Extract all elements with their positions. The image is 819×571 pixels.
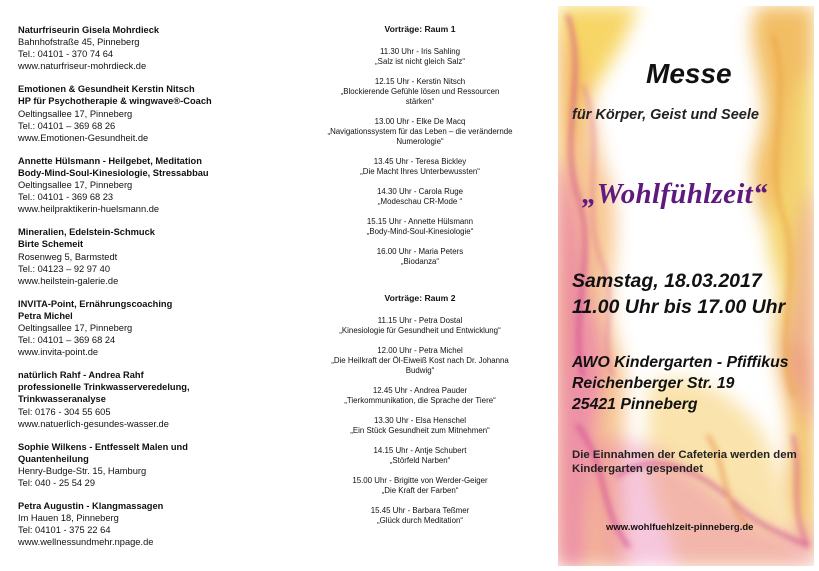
lecture-entry: [300, 416, 540, 436]
exhibitor-info: Tel: 04101 - 375 22 64: [18, 525, 111, 536]
venue-line: AWO Kindergarten - Pfiffikus: [572, 354, 789, 371]
exhibitor-info: Tel: 040 - 25 54 29: [18, 478, 96, 488]
lecture-time-speaker: 15.45 Uhr - Barbara Teßmer: [370, 506, 470, 515]
lecture-time-speaker: 13.30 Uhr - Elsa Henschel: [373, 416, 467, 425]
exhibitor-name: Body-Mind-Soul-Kinesiologie, Stressabbau: [18, 167, 209, 178]
lecture-entry: [300, 247, 540, 267]
raum1-title: Vorträge: Raum 1: [384, 24, 456, 34]
lecture-topic: „Salz ist nicht gleich Salz“: [375, 57, 465, 66]
lecture-time-speaker: 11.30 Uhr - Iris Sahling: [379, 47, 461, 56]
exhibitor-name: Annette Hülsmann - Heilgebet, Meditation: [18, 155, 202, 166]
event-time: 11.00 Uhr bis 17.00 Uhr: [572, 296, 786, 318]
lecture-topic: „Kinesiologie für Gesundheit und Entwicklung“: [339, 326, 501, 335]
website-link[interactable]: www.wohlfuehlzeit-pinneberg.de: [606, 522, 754, 533]
lecture-entry: [300, 47, 540, 67]
lecture-entry: [300, 77, 540, 107]
lecture-entry: [300, 217, 540, 237]
lecture-topic: „Ein Stück Gesundheit zum Mitnehmen“: [350, 426, 490, 435]
exhibitor-name: Sophie Wilkens - Entfesselt Malen und: [18, 441, 188, 452]
lecture-entry: [300, 117, 540, 147]
exhibitor-info: Bahnhofstraße 45, Pinneberg: [18, 37, 140, 48]
exhibitor-info: Tel.: 04101 - 369 68 23: [18, 192, 114, 203]
exhibitor-name: HP für Psychotherapie & wingwave®-Coach: [18, 96, 212, 107]
lecture-time-speaker: 16.00 Uhr - Maria Peters: [376, 247, 464, 256]
cover-panel: [558, 6, 814, 566]
exhibitor-entry: [18, 298, 278, 358]
lecture-topic: „Die Kraft der Farben“: [381, 486, 459, 495]
exhibitor-name: Mineralien, Edelstein-Schmuck: [18, 227, 155, 238]
lecture-topic: Budwig“: [405, 366, 435, 375]
exhibitor-info: Henry-Budge-Str. 15, Hamburg: [18, 465, 147, 476]
lecture-time-speaker: 12.00 Uhr - Petra Michel: [377, 346, 463, 355]
lecture-topic: „Die Macht Ihres Unterbewussten“: [360, 167, 480, 176]
lecture-time-speaker: 12.45 Uhr - Andrea Pauder: [372, 386, 468, 395]
exhibitor-entry: [18, 441, 278, 489]
lecture-entry: [300, 346, 540, 376]
lecture-time-speaker: 15.00 Uhr - Brigitte von Werder-Geiger: [352, 476, 488, 485]
lecture-time-speaker: 11.15 Uhr - Petra Dostal: [377, 316, 463, 325]
exhibitor-entry: [18, 369, 278, 429]
exhibitor-info: Oeltingsallee 17, Pinneberg: [18, 322, 133, 333]
exhibitor-list: [18, 24, 278, 559]
exhibitor-info: Im Hauen 18, Pinneberg: [18, 513, 119, 524]
lecture-topic: „Navigationssystem für das Leben – die verändernde: [327, 127, 513, 136]
lecture-topic: „Blockierende Gefühle lösen und Ressourcen: [340, 87, 500, 96]
exhibitor-info: www.naturfriseur-mohrdieck.de: [18, 61, 147, 72]
raum2-title: Vorträge: Raum 2: [384, 293, 456, 303]
lecture-entry: [300, 446, 540, 466]
exhibitor-info: Tel.: 04101 – 369 68 24: [18, 335, 116, 346]
exhibitor-name: professionelle Trinkwasserveredelung,: [18, 382, 190, 393]
lecture-time-speaker: 12.15 Uhr - Kerstin Nitsch: [374, 77, 466, 86]
lecture-time-speaker: 14.30 Uhr - Carola Ruge: [377, 187, 463, 196]
exhibitor-info: Rosenweg 5, Barmstedt: [18, 251, 118, 262]
exhibitor-info: Tel.: 04101 - 370 74 64: [18, 49, 114, 60]
lecture-topic: Numerologie“: [396, 137, 444, 146]
venue-line: 25421 Pinneberg: [572, 396, 698, 413]
exhibitor-info: www.Emotionen-Gesundheit.de: [18, 132, 149, 143]
lecture-time-speaker: 15.15 Uhr - Annette Hülsmann: [366, 217, 474, 226]
exhibitor-name: natürlich Rahf - Andrea Rahf: [18, 370, 144, 381]
exhibitor-info: Tel.: 04101 – 369 68 26: [18, 120, 116, 131]
lecture-topic: „Biodanza“: [400, 257, 440, 266]
cover-heading: Messe: [646, 58, 732, 89]
exhibitor-info: www.wellnessundmehr.npage.de: [18, 537, 154, 548]
note-line: Die Einnahmen der Cafeteria werden dem: [572, 449, 797, 461]
exhibitor-info: Tel: 0176 - 304 55 605: [18, 406, 111, 417]
exhibitor-name: Petra Michel: [18, 310, 73, 321]
lecture-time-speaker: 13.00 Uhr - Elke De Macq: [374, 117, 466, 126]
lecture-topic: „Glück durch Meditation“: [377, 516, 463, 525]
lecture-time-speaker: 14.15 Uhr - Antje Schubert: [373, 446, 467, 455]
exhibitor-info: www.heilstein-galerie.de: [18, 275, 119, 286]
exhibitor-name: INVITA-Point, Ernährungscoaching: [18, 298, 173, 309]
cover-tagline: für Körper, Geist und Seele: [572, 107, 759, 123]
exhibitor-name: Naturfriseurin Gisela Mohrdieck: [18, 25, 160, 35]
exhibitor-entry: [18, 83, 278, 143]
exhibitor-name: Emotionen & Gesundheit Kerstin Nitsch: [18, 84, 195, 95]
exhibitor-entry: [18, 226, 278, 286]
lecture-entry: [300, 157, 540, 177]
exhibitor-info: Tel.: 04123 – 92 97 40: [18, 263, 111, 274]
lecture-topic: „Body-Mind-Soul-Kinesiologie“: [366, 227, 474, 236]
exhibitor-name: Quantenheilung: [18, 453, 89, 464]
lecture-entry: [300, 187, 540, 207]
raum2-talks: [300, 316, 540, 526]
exhibitor-name: Trinkwasseranalyse: [18, 394, 106, 405]
event-date: Samstag, 18.03.2017: [572, 270, 762, 292]
exhibitor-info: www.heilpraktikerin-huelsmann.de: [18, 204, 160, 215]
exhibitor-entry: [18, 24, 278, 72]
exhibitor-entry: [18, 155, 278, 215]
lecture-schedule: [300, 24, 540, 536]
lecture-entry: [300, 386, 540, 406]
cafeteria-note: [572, 448, 812, 476]
lecture-topic: „Störfeld Narben“: [389, 456, 451, 465]
lecture-topic: stärken“: [405, 97, 435, 106]
lecture-topic: „Tierkommunikation, die Sprache der Tiere“: [344, 396, 496, 405]
exhibitor-info: www.natuerlich-gesundes-wasser.de: [18, 418, 169, 429]
lecture-topic: „Die Heilkraft der Öl-Eiweiß Kost nach Dr. Johanna: [331, 356, 509, 365]
lecture-time-speaker: 13.45 Uhr - Teresa Bickley: [373, 157, 467, 166]
event-title: „Wohlfühlzeit“: [582, 178, 768, 210]
lecture-entry: [300, 316, 540, 336]
exhibitor-name: Birte Schemeit: [18, 239, 84, 250]
lecture-entry: [300, 476, 540, 496]
venue-address: [572, 352, 789, 415]
exhibitor-info: Oeltingsallee 17, Pinneberg: [18, 108, 133, 119]
lecture-topic: „Modeschau CR-Mode “: [377, 197, 463, 206]
raum1-talks: [300, 47, 540, 267]
note-line: Kindergarten gespendet: [572, 463, 704, 475]
exhibitor-info: Oeltingsallee 17, Pinneberg: [18, 180, 133, 191]
venue-line: Reichenberger Str. 19: [572, 375, 735, 392]
exhibitor-name: Petra Augustin - Klangmassagen: [18, 501, 164, 512]
exhibitor-entry: [18, 500, 278, 548]
lecture-entry: [300, 506, 540, 526]
exhibitor-info: www.invita-point.de: [18, 347, 99, 358]
